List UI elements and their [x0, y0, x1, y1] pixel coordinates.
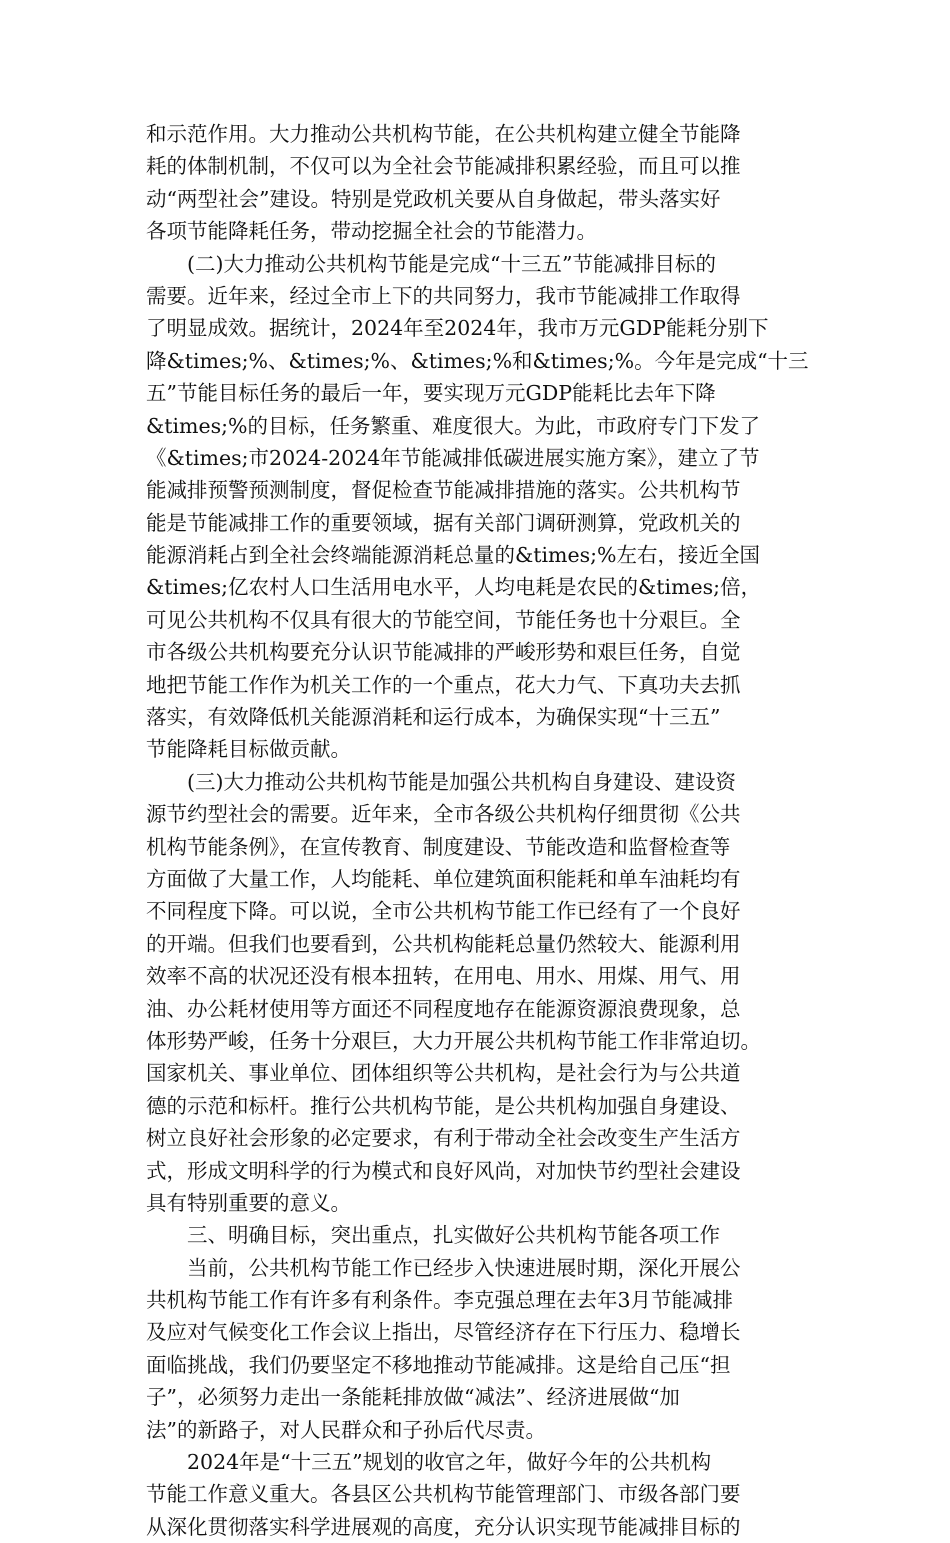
text-line: 能是节能减排工作的重要领域，据有关部门调研测算，党政机关的: [146, 510, 741, 535]
text-line: 落实，有效降低机关能源消耗和运行成本，为确保实现“十三五”: [146, 705, 721, 730]
text-line: 法”的新路子，对人民群众和子孙后代尽责。: [146, 1417, 546, 1442]
text-line: 不同程度下降。可以说，全市公共机构节能工作已经有了一个良好: [146, 899, 741, 924]
text-line: &times;亿农村人口生活用电水平，人均电耗是农民的&times;倍，: [146, 575, 762, 600]
text-line: 节能工作意义重大。各县区公共机构节能管理部门、市级各部门要: [146, 1482, 741, 1507]
text-line: 共机构节能工作有许多有利条件。李克强总理在去年3月节能减排: [146, 1288, 734, 1313]
text-line: 从深化贯彻落实科学进展观的高度，充分认识实现节能减排目标的: [146, 1514, 741, 1539]
text-line: 国家机关、事业单位、团体组织等公共机构，是社会行为与公共道: [146, 1061, 741, 1086]
text-line: 具有特别重要的意义。: [146, 1190, 351, 1215]
text-line: 能源消耗占到全社会终端能源消耗总量的&times;%左右，接近全国: [146, 543, 761, 568]
text-line: 效率不高的状况还没有根本扭转，在用电、用水、用煤、用气、用: [146, 964, 741, 989]
section-heading: 三、明确目标，突出重点，扎实做好公共机构节能各项工作: [146, 1223, 720, 1248]
text-line: 市各级公共机构要充分认识节能减排的严峻形势和艰巨任务，自觉: [146, 640, 741, 665]
text-line: (三)大力推动公共机构节能是加强公共机构自身建设、建设资: [146, 769, 736, 794]
text-line: 各项节能降耗任务，带动挖掘全社会的节能潜力。: [146, 219, 597, 244]
text-line: 能减排预警预测制度，督促检查节能减排措施的落实。公共机构节: [146, 478, 741, 503]
text-line: 地把节能工作作为机关工作的一个重点，花大力气、下真功夫去抓: [146, 672, 741, 697]
text-line: 了明显成效。据统计，2024年至2024年，我市万元GDP能耗分别下: [146, 316, 769, 341]
text-line: 的开端。但我们也要看到，公共机构能耗总量仍然较大、能源利用: [146, 931, 741, 956]
text-line: 机构节能条例》，在宣传教育、制度建设、节能改造和监督检查等: [146, 834, 731, 859]
body-text: [146, 118, 826, 1543]
text-line: 方面做了大量工作，人均能耗、单位建筑面积能耗和单车油耗均有: [146, 866, 741, 891]
text-line: 子”，必须努力走出一条能耗排放做“减法”、经济进展做“加: [146, 1385, 680, 1410]
text-line: 需要。近年来，经过全市上下的共同努力，我市节能减排工作取得: [146, 283, 741, 308]
text-line: 源节约型社会的需要。近年来，全市各级公共机构仔细贯彻《公共: [146, 802, 741, 827]
text-line: 动“两型社会”建设。特别是党政机关要从自身做起，带头落实好: [146, 186, 721, 211]
text-line: 耗的体制机制，不仅可以为全社会节能减排积累经验，而且可以推: [146, 154, 741, 179]
text-line: (二)大力推动公共机构节能是完成“十三五”节能减排目标的: [146, 251, 716, 276]
text-line: 油、办公耗材使用等方面还不同程度地存在能源资源浪费现象，总: [146, 996, 741, 1021]
text-line: 可见公共机构不仅具有很大的节能空间，节能任务也十分艰巨。全: [146, 607, 741, 632]
text-line: &times;%的目标，任务繁重、难度很大。为此，市政府专门下发了: [146, 413, 761, 438]
text-line: 树立良好社会形象的必定要求，有利于带动全社会改变生产生活方: [146, 1126, 741, 1151]
text-line: 当前，公共机构节能工作已经步入快速进展时期，深化开展公: [146, 1255, 741, 1280]
text-line: 节能降耗目标做贡献。: [146, 737, 351, 762]
text-line: 降&times;%、&times;%、&times;%和&times;%。今年是完成“十三: [146, 348, 809, 373]
text-line: 德的示范和标杆。推行公共机构节能，是公共机构加强自身建设、: [146, 1093, 741, 1118]
text-line: 五”节能目标任务的最后一年，要实现万元GDP能耗比去年下降: [146, 381, 716, 406]
text-line: 和示范作用。大力推动公共机构节能，在公共机构建立健全节能降: [146, 122, 741, 146]
text-line: 2024年是“十三五”规划的收官之年，做好今年的公共机构: [146, 1450, 712, 1475]
text-line: 《&times;市2024-2024年节能减排低碳进展实施方案》，建立了节: [146, 445, 760, 470]
text-line: 体形势严峻，任务十分艰巨，大力开展公共机构节能工作非常迫切。: [146, 1028, 761, 1053]
text-line: 及应对气候变化工作会议上指出，尽管经济存在下行压力、稳增长: [146, 1320, 741, 1345]
text-line: 式，形成文明科学的行为模式和良好风尚，对加快节约型社会建设: [146, 1158, 741, 1183]
text-line: 面临挑战，我们仍要坚定不移地推动节能减排。这是给自己压“担: [146, 1352, 731, 1377]
